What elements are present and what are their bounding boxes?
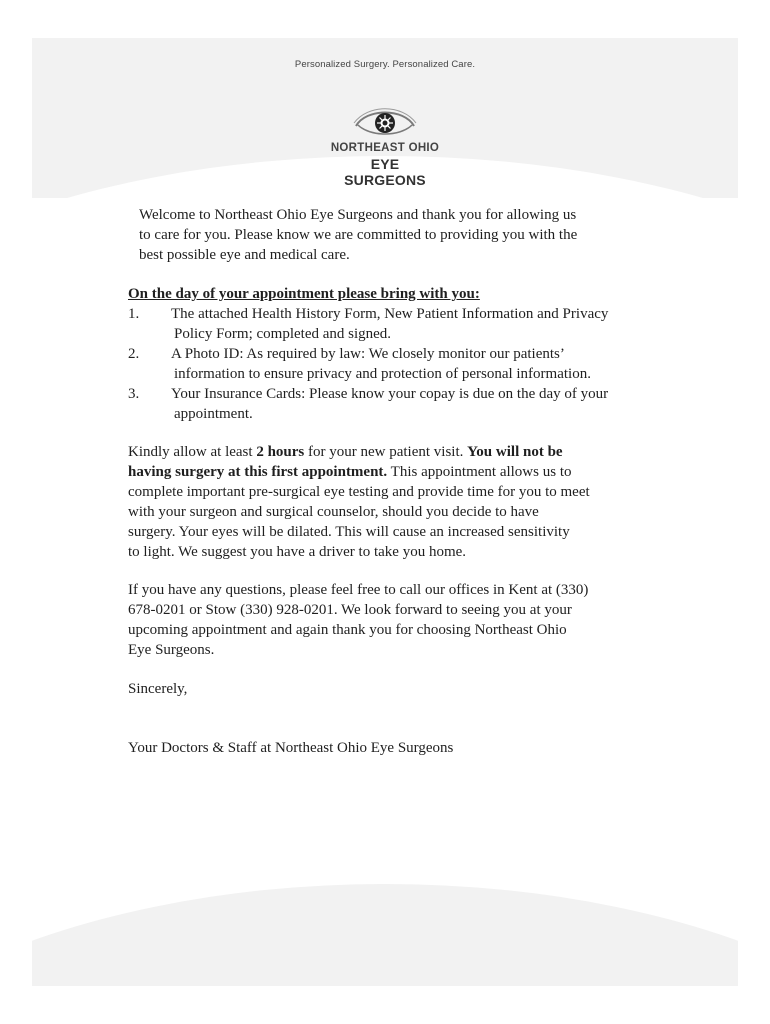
footer-background: [32, 968, 738, 986]
paragraph-line: If you have any questions, please feel free to call our offices in Kent at (330): [128, 582, 589, 598]
paragraph-line: [128, 462, 590, 482]
list-number: 1.: [128, 306, 140, 322]
list-item-text: The attached Health History Form, New Patient Information and Privacy: [171, 306, 609, 322]
intro-line: Welcome to Northeast Ohio Eye Surgeons and thank you for allowing us: [139, 207, 577, 223]
paragraph-line: Eye Surgeons.: [128, 642, 215, 658]
company-logo: [330, 104, 440, 188]
paragraph-line: surgery. Your eyes will be dilated. This will cause an increased sensitivity: [128, 524, 570, 540]
checklist-heading: On the day of your appointment please bring with you:: [128, 286, 480, 302]
list-item-text: appointment.: [174, 406, 253, 422]
logo-text-northeast-ohio: NORTHEAST OHIO: [330, 142, 440, 154]
list-item-text: A Photo ID: As required by law: We closely monitor our patients’: [171, 346, 565, 362]
closing: Sincerely,: [128, 681, 188, 697]
list-number: 2.: [128, 346, 140, 362]
list-item-text: Your Insurance Cards: Please know your copay is due on the day of your: [171, 386, 609, 402]
paragraph-line: complete important pre-surgical eye testing and provide time for you to meet: [128, 484, 590, 500]
signature: Your Doctors & Staff at Northeast Ohio Eye Surgeons: [128, 740, 454, 756]
text-run: This appointment allows us to: [387, 464, 572, 480]
text-run: Kindly allow at least: [128, 444, 257, 460]
list-number: 3.: [128, 386, 140, 402]
list-item: [128, 344, 608, 384]
intro-paragraph: [139, 205, 577, 265]
tagline: Personalized Surgery. Personalized Care.: [294, 59, 476, 70]
logo-text-eye-surgeons: EYE SURGEONS: [344, 156, 426, 188]
list-item: [128, 384, 608, 424]
paragraph-line: 678-0201 or Stow (330) 928-0201. We look forward to seeing you at your: [128, 602, 572, 618]
list-item: [128, 304, 608, 344]
list-item-text: Policy Form; completed and signed.: [174, 326, 392, 342]
emphasis-no-surgery: having surgery at this first appointment.: [128, 464, 388, 480]
contact-paragraph: [128, 580, 588, 660]
emphasis-no-surgery: You will not be: [467, 444, 563, 460]
text-run: for your new patient visit.: [304, 444, 468, 460]
eye-logo-icon: [352, 104, 418, 140]
emphasis-duration: 2 hours: [256, 444, 305, 460]
checklist: [128, 304, 608, 424]
paragraph-line: upcoming appointment and again thank you for choosing Northeast Ohio: [128, 622, 567, 638]
visit-info-paragraph: [128, 442, 590, 562]
paragraph-line: to light. We suggest you have a driver to take you home.: [128, 544, 467, 560]
intro-line: best possible eye and medical care.: [139, 247, 350, 263]
list-item-text: information to ensure privacy and protection of personal information.: [174, 366, 591, 382]
paragraph-line: with your surgeon and surgical counselor, should you decide to have: [128, 504, 539, 520]
intro-line: to care for you. Please know we are committed to providing you with the: [139, 227, 578, 243]
paragraph-line: [128, 442, 590, 462]
